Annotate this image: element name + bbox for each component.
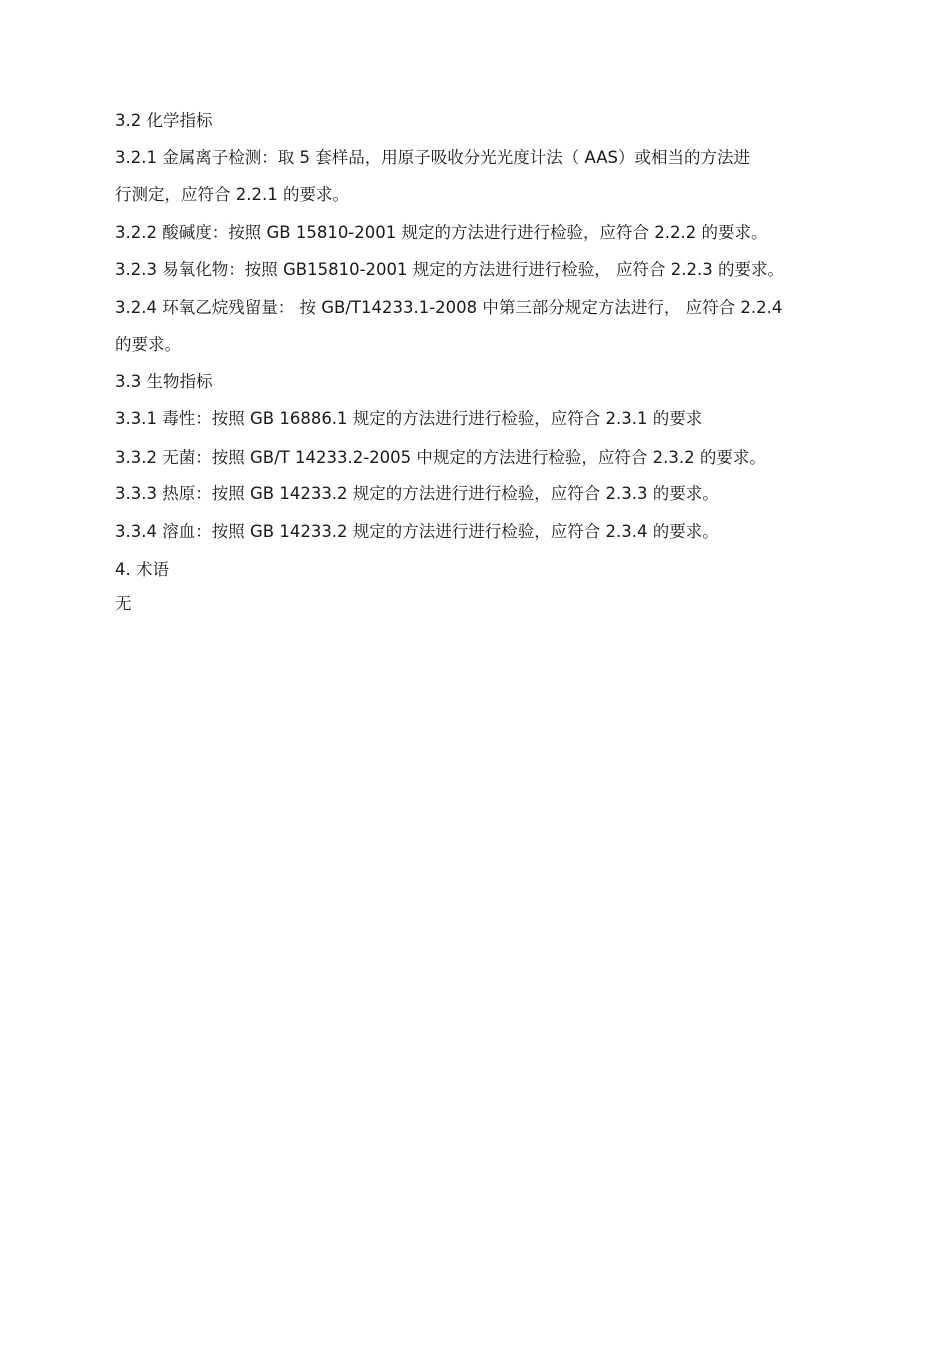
section-heading-3-2: 3.2 化学指标 (115, 111, 213, 130)
terminology-content: 无 (115, 594, 132, 613)
paragraph-3-3-3: 3.3.3 热原：按照 GB 14233.2 规定的方法进行进行检验，应符合 2.3.3 的要求。 (115, 484, 719, 503)
paragraph-3-2-4: 3.2.4 环氧乙烷残留量： 按 GB/T14233.1-2008 中第三部分规定方法进行， 应符合 2.2.4 (115, 298, 783, 317)
paragraph-3-3-4: 3.3.4 溶血：按照 GB 14233.2 规定的方法进行进行检验，应符合 2.3.4 的要求。 (115, 522, 719, 541)
paragraph-3-2-1-continued: 行测定，应符合 2.2.1 的要求。 (115, 185, 349, 204)
paragraph-3-2-4-continued: 的要求。 (115, 335, 181, 354)
paragraph-3-2-1: 3.2.1 金属离子检测：取 5 套样品，用原子吸收分光光度计法（ AAS）或相当的方法进 (115, 148, 750, 167)
paragraph-3-2-3: 3.2.3 易氧化物：按照 GB15810-2001 规定的方法进行进行检验， 应符合 2.2.3 的要求。 (115, 260, 784, 279)
paragraph-3-3-1: 3.3.1 毒性：按照 GB 16886.1 规定的方法进行进行检验，应符合 2.3.1 的要求 (115, 409, 703, 428)
section-heading-3-3: 3.3 生物指标 (115, 372, 213, 391)
paragraph-3-2-2: 3.2.2 酸碱度：按照 GB 15810-2001 规定的方法进行进行检验，应符合 2.2.2 的要求。 (115, 223, 768, 242)
section-heading-4: 4. 术语 (115, 560, 169, 579)
paragraph-3-3-2: 3.3.2 无菌：按照 GB/T 14233.2-2005 中规定的方法进行检验，应符合 2.3.2 的要求。 (115, 448, 766, 467)
